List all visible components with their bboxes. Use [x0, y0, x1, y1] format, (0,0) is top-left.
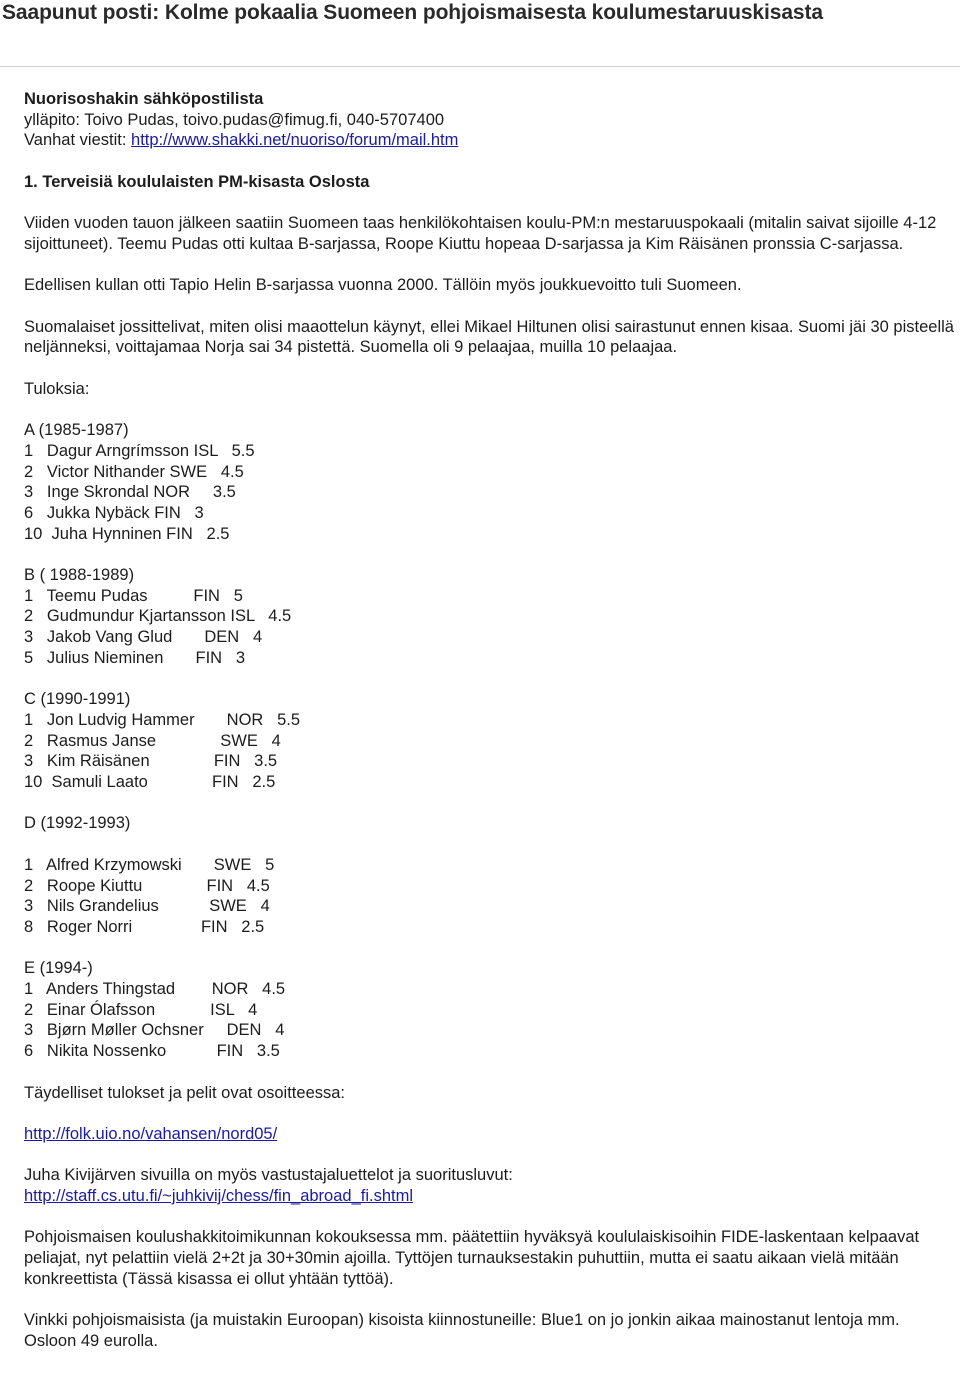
archive-link[interactable]: http://www.shakki.net/nuoriso/forum/mail.htm	[131, 131, 459, 150]
result-row: 2 Einar Ólafsson ISL 4	[24, 1000, 258, 1019]
result-row: 3 Inge Skrondal NOR 3.5	[24, 483, 236, 502]
message-body	[24, 89, 954, 1352]
result-row: 5 Julius Nieminen FIN 3	[24, 648, 245, 667]
result-row: 6 Jukka Nybäck FIN 3	[24, 503, 204, 522]
result-row: 3 Jakob Vang Glud DEN 4	[24, 628, 263, 647]
results-link-paragraph	[24, 1124, 954, 1145]
paragraph-team-result: Suomalaiset jossittelivat, miten olisi maaottelun käynyt, ellei Mikael Hiltunen olisi sairastunut ennen kisaa. Suomi jäi 30 pisteellä neljänneksi, voittajamaa Norja sai 34 pistettä. Suomella oli 9 pelaajaa, muilla 10 pelaajaa.	[24, 317, 954, 357]
result-row: 3 Nils Grandelius SWE 4	[24, 897, 270, 916]
stats-link-paragraph	[24, 1186, 954, 1207]
group-a	[24, 420, 954, 544]
group-title: A (1985-1987)	[24, 421, 129, 440]
result-row: 8 Roger Norri FIN 2.5	[24, 917, 265, 936]
group-title: D (1992-1993)	[24, 814, 131, 833]
result-row: 2 Victor Nithander SWE 4.5	[24, 462, 244, 481]
list-name: Nuorisoshakin sähköpostilista	[24, 90, 264, 108]
result-row: 2 Roope Kiuttu FIN 4.5	[24, 876, 270, 895]
results-link[interactable]: http://folk.uio.no/vahansen/nord05/	[24, 1124, 278, 1143]
archive-label: Vanhat viestit:	[24, 131, 132, 150]
stats-link[interactable]: http://staff.cs.utu.fi/~juhkivij/chess/fin_abroad_fi.shtml	[24, 1187, 414, 1206]
article-heading: 1. Terveisiä koululaisten PM-kisasta Oslosta	[24, 172, 370, 191]
result-row: 1 Teemu Pudas FIN 5	[24, 586, 243, 605]
title-divider	[0, 66, 960, 67]
result-row: 10 Juha Hynninen FIN 2.5	[24, 524, 230, 543]
group-b	[24, 565, 954, 669]
result-row: 3 Bjørn Møller Ochsner DEN 4	[24, 1021, 285, 1040]
paragraph-tip: Vinkki pohjoismaisista (ja muistakin Euroopan) kisoista kiinnostuneille: Blue1 on jo jonkin aikaa mainostanut lentoja mm. Osloon 49 eurolla.	[24, 1311, 900, 1350]
full-results-text: Täydelliset tulokset ja pelit ovat osoitteessa:	[24, 1083, 346, 1102]
result-row: 1 Jon Ludvig Hammer NOR 5.5	[24, 710, 301, 729]
result-row: 2 Gudmundur Kjartansson ISL 4.5	[24, 607, 292, 626]
result-row: 1 Alfred Krzymowski SWE 5	[24, 855, 275, 874]
group-title: B ( 1988-1989)	[24, 566, 135, 585]
group-title: C (1990-1991)	[24, 690, 131, 709]
result-row: 2 Rasmus Janse SWE 4	[24, 731, 281, 750]
paragraph-previous-gold: Edellisen kullan otti Tapio Helin B-sarjassa vuonna 2000. Tällöin myös joukkuevoitto tuli Suomeen.	[24, 276, 742, 295]
result-row: 1 Anders Thingstad NOR 4.5	[24, 980, 286, 999]
group-d	[24, 813, 954, 937]
group-title: E (1994-)	[24, 959, 93, 978]
maintainer-line: ylläpito: Toivo Pudas, toivo.pudas@fimug.fi, 040-5707400	[24, 110, 445, 129]
paragraph-intro: Viiden vuoden tauon jälkeen saatiin Suomeen taas henkilökohtaisen koulu-PM:n mestaruuspokaali (mitalin saivat sijoille 4-12 sijoittuneet). Teemu Pudas otti kultaa B-sarjassa, Roope Kiuttu hopeaa D-sarjassa ja Kim Räisänen pronssia C-sarjassa.	[24, 214, 937, 253]
group-e	[24, 958, 954, 1062]
kivijarvi-text: Juha Kivijärven sivuilla on myös vastustajaluettelot ja suoritusluvut:	[24, 1166, 513, 1185]
archive-line	[24, 130, 954, 151]
paragraph-meeting: Pohjoismaisen koulushakkitoimikunnan kokouksessa mm. päätettiin hyväksyä koululaiskisoihin FIDE-laskentaan kelpaavat peliajat, nyt pelattiin vielä 2+2t ja 30+30min ajoilla. Tyttöjen turnauksestakin puhuttiin, mutta ei saatu aikaan vielä mitään konkreettista (Tässä kisassa ei ollut yhtään tyttöä).	[24, 1228, 920, 1288]
page-title: Saapunut posti: Kolme pokaalia Suomeen pohjoismaisesta koulumestaruuskisasta	[2, 1, 823, 24]
results-label: Tuloksia:	[24, 379, 90, 398]
result-row: 6 Nikita Nossenko FIN 3.5	[24, 1042, 280, 1061]
result-row: 3 Kim Räisänen FIN 3.5	[24, 752, 278, 771]
result-row: 1 Dagur Arngrímsson ISL 5.5	[24, 441, 255, 460]
result-row: 10 Samuli Laato FIN 2.5	[24, 773, 276, 792]
group-c	[24, 689, 954, 793]
